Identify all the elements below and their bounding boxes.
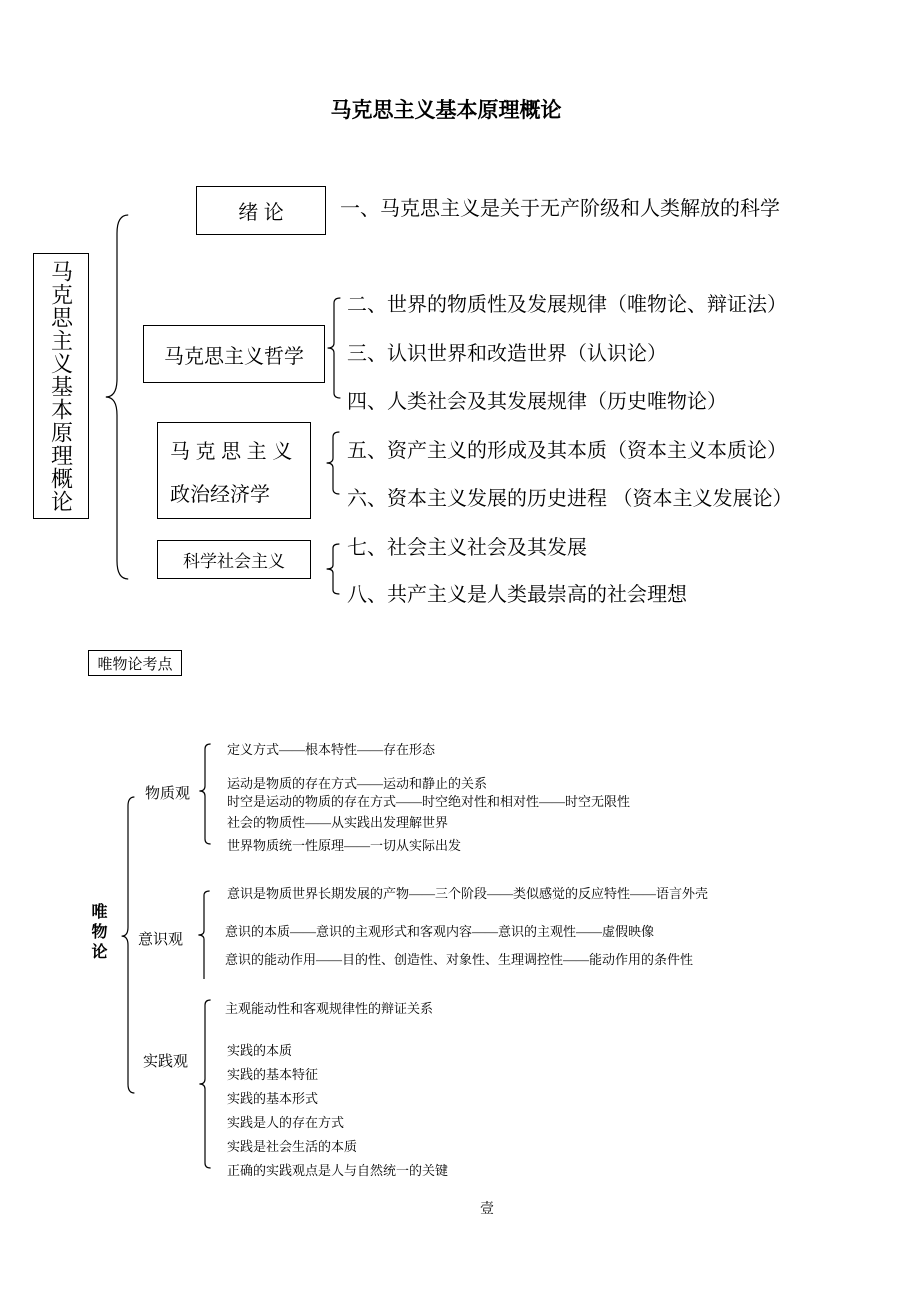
section-item: 七、社会主义社会及其发展	[347, 537, 587, 559]
section-item: 二、世界的物质性及发展规律（唯物论、辩证法）	[347, 294, 787, 316]
group-item: 正确的实践观点是人与自然统一的关键	[227, 1163, 449, 1178]
exam-points-heading: 唯物论考点	[88, 650, 182, 676]
consciousness-brace	[197, 891, 211, 979]
economics-label-line2: 政治经济学	[170, 483, 270, 506]
main-brace	[103, 215, 131, 579]
matter-brace	[198, 744, 212, 844]
group-label-matter: 物质观	[145, 786, 191, 802]
socialism-box: 科学社会主义	[157, 540, 311, 579]
group-item: 运动是物质的存在方式——运动和静止的关系	[227, 776, 488, 791]
section-item: 六、资本主义发展的历史进程 （资本主义发展论）	[347, 488, 793, 510]
section-item: 四、人类社会及其发展规律（历史唯物论）	[347, 391, 727, 413]
root-box: 马克思主义基本原理概论	[33, 253, 89, 519]
philosophy-brace	[326, 298, 342, 398]
economics-brace	[325, 432, 341, 494]
group-item: 实践的本质	[227, 1043, 293, 1058]
economics-box	[157, 422, 311, 519]
economics-label-line1: 马 克 思 主 义	[170, 440, 293, 463]
group-label-practice: 实践观	[143, 1054, 189, 1070]
page-title: 马克思主义基本原理概论	[330, 99, 562, 122]
section-item: 一、马克思主义是关于无产阶级和人类解放的科学	[340, 198, 780, 220]
intro-box: 绪 论	[196, 186, 326, 235]
group-item: 意识是物质世界长期发展的产物——三个阶段——类似感觉的反应特性——语言外壳	[227, 886, 709, 901]
group-item: 世界物质统一性原理——一切从实际出发	[227, 838, 462, 853]
socialism-brace	[325, 544, 341, 594]
group-item: 社会的物质性——从实践出发理解世界	[227, 815, 449, 830]
group-item: 实践的基本特征	[227, 1067, 319, 1082]
section-item: 八、共产主义是人类最崇高的社会理想	[347, 584, 687, 606]
group-label-consciousness: 意识观	[138, 932, 184, 948]
group-item: 实践是人的存在方式	[227, 1115, 345, 1130]
group-item: 意识的本质——意识的主观形式和客观内容——意识的主观性——虚假映像	[225, 924, 655, 939]
practice-brace	[198, 1000, 212, 1168]
page-number: 壹	[480, 1202, 494, 1217]
group-item: 意识的能动作用——目的性、创造性、对象性、生理调控性——能动作用的条件性	[225, 952, 694, 967]
philosophy-box: 马克思主义哲学	[143, 325, 325, 383]
group-item: 主观能动性和客观规律性的辩证关系	[225, 1001, 434, 1016]
section-item: 三、认识世界和改造世界（认识论）	[347, 343, 667, 365]
section-item: 五、资产主义的形成及其本质（资本主义本质论）	[347, 440, 787, 462]
group-item: 时空是运动的物质的存在方式——时空绝对性和相对性——时空无限性	[227, 794, 631, 809]
group-item: 实践的基本形式	[227, 1091, 319, 1106]
materialism-brace	[120, 797, 136, 1093]
group-item: 实践是社会生活的本质	[227, 1139, 358, 1154]
materialism-root: 唯物论	[89, 903, 106, 963]
group-item: 定义方式——根本特性——存在形态	[227, 742, 436, 757]
